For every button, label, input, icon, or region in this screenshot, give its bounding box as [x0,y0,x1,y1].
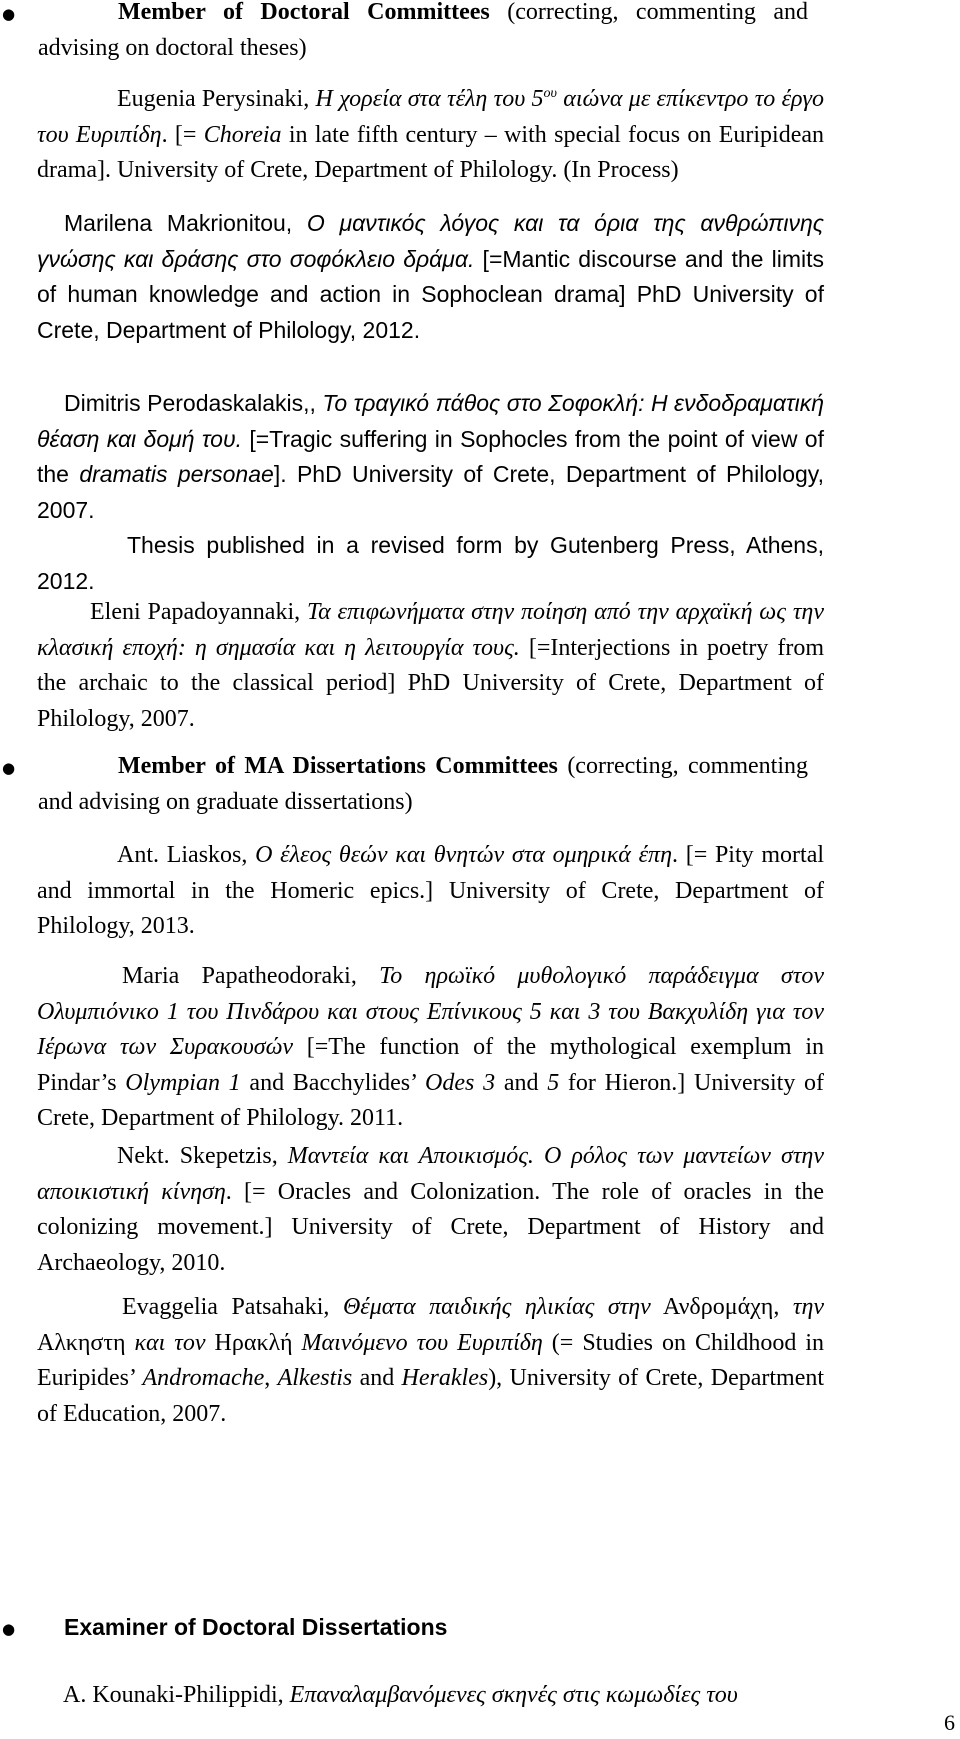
entry-text: . [= Oracles and Colonization. The role of oracles in the colonizing movement.] University of Crete, Department of History and Archaeology, 2010. [37,1178,824,1276]
section-heading-text: Member of Doctoral Committees [118,0,490,25]
entry-title: Το τραγικό πάθος στο Σοφοκλή: Η ενδοδραματική θέαση και δομή του. [37,390,824,452]
entry-text: ]. PhD University of Crete, Department of Philology, 2007. [37,461,824,523]
entry-author: Evaggelia Patsahaki, [122,1294,343,1320]
entry-italic: Odes 3 [425,1069,496,1096]
entry-note: Thesis published in a revised form by Gutenberg Press, Athens, 2012. [37,532,824,594]
entry-author: Nekt. Skepetzis, [117,1143,288,1169]
entry-title: Θέματα παιδικής ηλικίας στην [342,1294,651,1320]
entry-text: and [495,1069,548,1096]
entry-text: . [= [161,121,204,148]
section-heading-rest: (correcting, commenting and advising on doctoral theses) [38,0,808,61]
entry-author: A. Kounaki-Philippidi, [63,1682,290,1708]
bullet-icon: ● [2,759,16,777]
entry-skepetzis [37,1139,824,1281]
entry-author: Eleni Papadoyannaki, [90,599,307,625]
entry-author: Dimitris Perodaskalakis,, [64,390,323,416]
entry-perodaskalakis [37,386,824,528]
entry-author: Eugenia Perysinaki, [117,86,316,112]
section-heading-text: Examiner of Doctoral Dissertations [64,1614,448,1640]
entry-patsahaki [37,1290,824,1432]
entry-title: Μαντεία και Αποικισμός. Ο ρόλος των μαντείων στην αποικιστική κίνηση [37,1143,824,1205]
entry-title: Η χορεία στα τέλη του 5 [315,86,544,112]
entry-italic: Andromache [142,1365,265,1391]
entry-papadoyannaki [37,595,824,737]
page-number: 6 [944,1710,955,1735]
entry-title-upright: Ανδρομάχη, [650,1294,793,1320]
entry-italic: Alkestis [277,1365,353,1391]
entry-text: [=The function of the mythological exemplum in Pindar’s [37,1034,824,1096]
entry-italic: dramatis personae [79,461,274,487]
bullet-icon: ● [2,1620,16,1638]
entry-text: [=Mantic discourse and the limits of human knowledge and action in Sophoclean drama] PhD University of Crete, Department of Philology, 2012. [37,245,824,343]
entry-title-upright: Ηρακλή [205,1329,302,1356]
entry-italic: Herakles [401,1365,489,1391]
bullet-icon: ● [2,5,16,23]
entry-title-upright: Αλκηστη [37,1329,135,1356]
entry-text: [=Tragic suffering in Sophocles from the point of view of the [37,425,824,487]
section-heading-examiner [64,1610,824,1646]
entry-makrionitou [37,206,824,348]
entry-author: Marilena Makrionitou, [64,210,307,236]
entry-liaskos [37,838,824,945]
entry-text: . [= Pity mortal and immortal in the Homeric epics.] University of Crete, Department of Philology, 2013. [37,842,825,939]
entry-author: Ant. Liaskos, [117,842,256,868]
entry-text: and Bacchylides’ [240,1069,426,1096]
entry-author: Maria Papatheodoraki, [122,963,380,989]
entry-title: Μαινόμενο του Ευριπίδη [301,1329,543,1356]
entry-title: Το ηρωϊκό μυθολογικό παράδειγμα στον Ολυμπιόνικο 1 του Πινδάρου και στους Επίνικους 5 και 3 του Βακχυλίδη για τον Ιέρωνα των Συρακουσών [37,963,824,1060]
entry-title-cont: αιώνα με επίκεντρο το έργο του Ευριπίδη [37,86,825,148]
entry-text: [=Interjections in poetry from the archaic to the classical period] PhD University of Crete, Department of Philology, 2007. [37,634,824,732]
section-heading-rest: (correcting, commenting and advising on graduate dissertations) [38,753,809,815]
entry-italic: Olympian 1 [125,1069,241,1096]
entry-title: Ο μαντικός λόγος και τα όρια της ανθρώπινης γνώσης και δράσης στο σοφόκλειο δράμα. [37,210,824,272]
section-heading-text: Member of MA Dissertations Committees [118,753,558,779]
entry-text: for Hieron.] University of Crete, Department of Philology. 2011. [37,1069,825,1131]
entry-title: Ο έλεος θεών και θνητών στα ομηρικά έπη [255,842,672,868]
entry-text: (= Studies on Childhood in Euripides’ [37,1329,824,1391]
entry-title-superscript: ου [543,86,557,101]
entry-text: ), University of Crete, Department of Education, 2007. [37,1365,825,1427]
entry-text: in late fifth century – with special focus on Euripidean drama]. University of Crete, Department of Philology. (In Process) [37,121,824,183]
section-heading-doctoral-committees [38,0,808,66]
entry-italic: Choreia [203,121,282,148]
entry-italic: 5 [547,1069,560,1096]
entry-kounaki [37,1678,824,1714]
entry-text: and [352,1365,402,1391]
entry-text: , [264,1365,278,1391]
entry-perodaskalakis-note [37,528,824,599]
entry-title: και τον [134,1329,206,1356]
entry-title: Επαναλαμβανόμενες σκηνές στις κωμωδίες του [289,1682,738,1708]
entry-papatheodoraki [37,959,824,1137]
section-heading-ma-committees [38,749,808,820]
entry-title: την [792,1294,825,1320]
entry-title: Τα επιφωνήματα στην ποίηση από την αρχαϊκή ως την κλασική εποχή: η σημασία και η λειτουργία τους. [37,599,824,661]
entry-perysinaki [37,82,824,189]
